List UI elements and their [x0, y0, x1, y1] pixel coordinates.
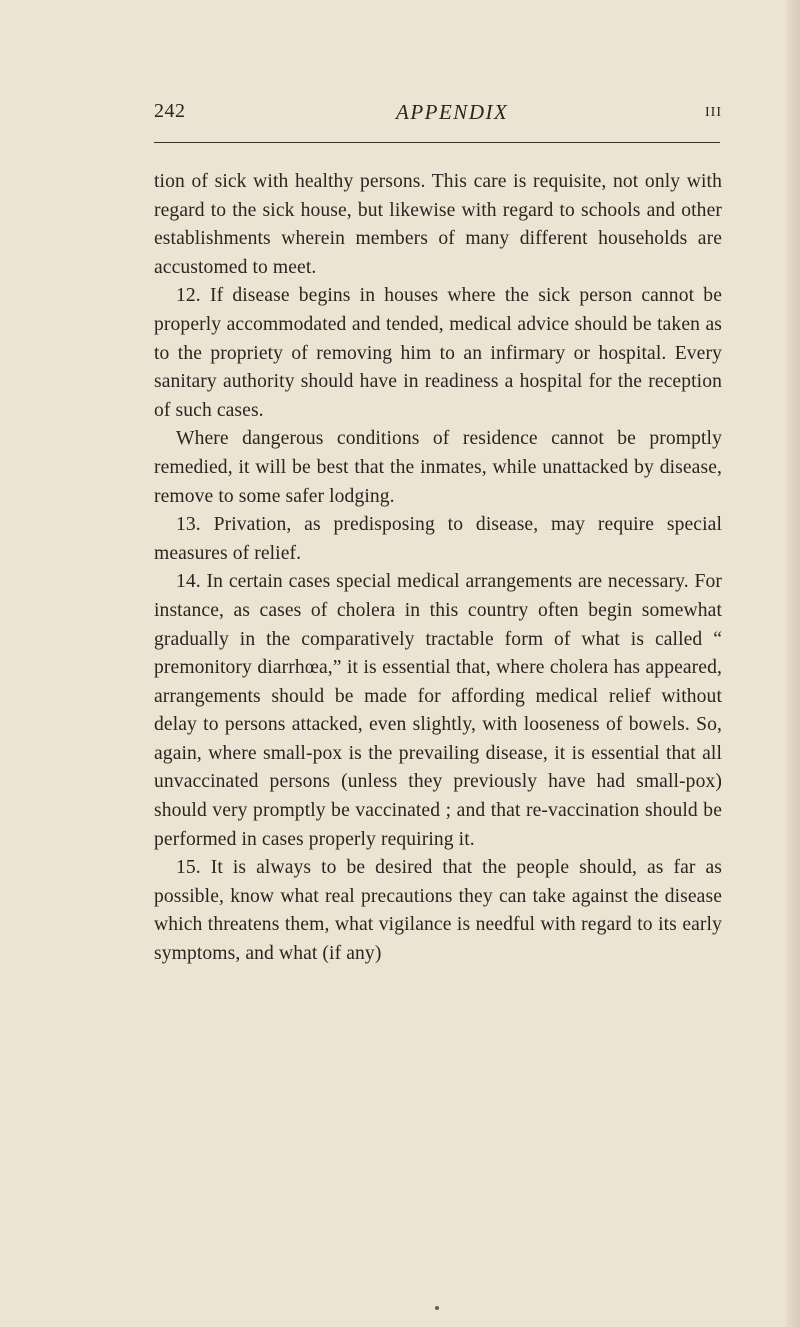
page-number: 242 [154, 100, 186, 122]
paragraph-13: 13. Privation, as predisposing to disease, may require special measures of relief. [154, 514, 722, 564]
running-head: APPENDIX [396, 100, 509, 124]
paragraph-15: 15. It is always to be desired that the people should, as far as possible, know what real precautions they can take against the disease which threatens them, what vigilance is needful with regard to its early symptoms, and what (if any) [154, 857, 722, 965]
page-edge [786, 0, 800, 1327]
paragraph-continuation: tion of sick with healthy persons. This care is requisite, not only with regard to the sick house, but likewise with regard to schools and other establishments wherein members of many different households are accustomed to meet. [154, 171, 722, 278]
header-rule [154, 142, 720, 143]
ink-dot [435, 1306, 439, 1310]
body-text [154, 168, 722, 969]
paragraph-14: 14. In certain cases special medical arrangements are necessary. For instance, as cases of cholera in this country often begin somewhat gradually in the comparatively tractable form of what is called “ premonitory diarrhœa,” it is essential that, where cholera has appeared, arrangements should be made for affording medical relief without delay to persons attacked, even slightly, with looseness of bowels. So, again, where small-pox is the prevailing disease, it is essential that all unvaccinated persons (unless they previously have had small-pox) should very promptly be vaccinated ; and that re-vaccination should be performed in cases properly requiring it. [154, 571, 722, 850]
page-header [154, 100, 722, 132]
paragraph-12-cont: Where dangerous conditions of residence cannot be promptly remedied, it will be best that the inmates, while unattacked by disease, remove to some safer lodging. [154, 428, 722, 507]
appendix-number: III [705, 105, 722, 120]
paragraph-12: 12. If disease begins in houses where the sick person cannot be properly accommodated and tended, medical advice should be taken as to the propriety of removing him to an infirmary or hospital. Every sanitary authority should have in readiness a hospital for the reception of such cases. [154, 285, 722, 421]
